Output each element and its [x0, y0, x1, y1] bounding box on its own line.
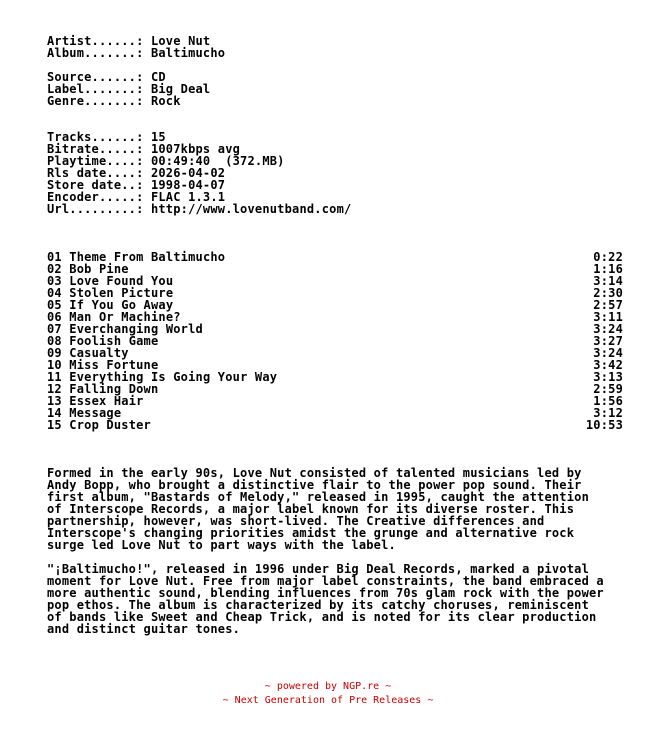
track-title: Love Found You [69, 274, 174, 288]
track-title: Everything Is Going Your Way [69, 370, 278, 384]
track-number: 01 [47, 250, 62, 264]
info-key: Artist......: [47, 34, 151, 48]
info-key: Url.........: [47, 202, 151, 216]
info-value: CD [150, 70, 166, 84]
track-title: Falling Down [69, 382, 159, 396]
track-number: 13 [47, 394, 62, 408]
track-title: Stolen Picture [69, 286, 174, 300]
info-key: Album.......: [47, 46, 151, 60]
description-line: moment for Love Nut. Free from major label constraints, the band embraced a [47, 574, 604, 588]
description-line: Interscope's changing priorities amidst the grunge and alternative rock [47, 526, 575, 540]
track-duration: 3:42 [593, 358, 623, 372]
info-key: Encoder.....: [47, 190, 151, 204]
info-row [47, 203, 656, 215]
track-row [47, 335, 623, 347]
description-line: partnership, however, was short-lived. The Creative differences and [47, 514, 545, 528]
track-title: Crop Duster [69, 418, 151, 432]
track-duration: 3:12 [593, 406, 623, 420]
tracklist [47, 251, 656, 431]
track-title: Message [69, 406, 122, 420]
description-line: pop ethos. The album is characterized by its catchy choruses, reminiscent [47, 598, 589, 612]
track-number: 12 [47, 382, 62, 396]
track-duration: 0:22 [593, 250, 623, 264]
track-duration: 3:14 [593, 274, 623, 288]
info-value: FLAC 1.3.1 [150, 190, 226, 204]
info-value: 1998-04-07 [150, 178, 226, 192]
description-paragraph-2 [47, 563, 656, 635]
track-row [47, 419, 623, 431]
info-value: 2026-04-02 [150, 166, 226, 180]
track-duration: 3:24 [593, 346, 623, 360]
footer-tagline: ~ Next Generation of Pre Releases ~ [222, 695, 434, 706]
info-row [47, 47, 656, 59]
info-key: Source......: [47, 70, 151, 84]
description-line: first album, "Bastards of Melody," released in 1995, caught the attention [47, 490, 589, 504]
nfo-document [47, 35, 656, 635]
track-number: 14 [47, 406, 62, 420]
info-key: Playtime....: [47, 154, 151, 168]
track-number: 03 [47, 274, 62, 288]
info-value: 00:49:40 (372.MB) [150, 154, 285, 168]
track-title: Man Or Machine? [69, 310, 181, 324]
track-duration: 1:16 [593, 262, 623, 276]
info-value: Big Deal [150, 82, 211, 96]
track-duration: 3:11 [593, 310, 623, 324]
track-number: 10 [47, 358, 62, 372]
track-duration: 3:13 [593, 370, 623, 384]
track-number: 04 [47, 286, 62, 300]
track-number: 15 [47, 418, 62, 432]
description-line: Andy Bopp, who brought a distinctive flair to the power pop sound. Their [47, 478, 582, 492]
track-title: Everchanging World [69, 322, 203, 336]
track-number: 05 [47, 298, 62, 312]
track-number: 09 [47, 346, 62, 360]
track-title: Bob Pine [69, 262, 129, 276]
release-info [47, 35, 656, 215]
description-line: "¡Baltimucho!", released in 1996 under Big Deal Records, marked a pivotal [47, 562, 589, 576]
track-duration: 3:27 [593, 334, 623, 348]
footer-powered-by: ~ powered by NGP.re ~ [264, 681, 392, 692]
track-duration: 2:59 [593, 382, 623, 396]
info-value: http://www.lovenutband.com/ [150, 202, 352, 216]
info-value: 15 [150, 130, 166, 144]
track-title: Miss Fortune [69, 358, 159, 372]
track-title: Casualty [69, 346, 129, 360]
info-value: 1007kbps avg [150, 142, 241, 156]
footer [0, 680, 656, 708]
track-number: 08 [47, 334, 62, 348]
track-duration: 2:30 [593, 286, 623, 300]
description-paragraph-1 [47, 467, 656, 551]
description-line: and distinct guitar tones. [47, 622, 241, 636]
track-number: 07 [47, 322, 62, 336]
track-title: Foolish Game [69, 334, 159, 348]
info-key: Store date..: [47, 178, 151, 192]
track-number: 06 [47, 310, 62, 324]
info-key: Tracks......: [47, 130, 151, 144]
info-key: Rls date....: [47, 166, 151, 180]
info-key: Genre.......: [47, 94, 151, 108]
track-row [47, 395, 623, 407]
track-number: 02 [47, 262, 62, 276]
blank-line [47, 107, 656, 119]
track-duration: 10:53 [585, 418, 623, 432]
track-title: If You Go Away [69, 298, 174, 312]
track-duration: 3:24 [593, 322, 623, 336]
description-line: of Interscope Records, a major label known for its diverse roster. This [47, 502, 575, 516]
track-duration: 2:57 [593, 298, 623, 312]
info-row [47, 95, 656, 107]
description-line: more authentic sound, blending influences from 70s glam rock with the power [47, 586, 604, 600]
track-duration: 1:56 [593, 394, 623, 408]
info-key: Bitrate.....: [47, 142, 151, 156]
track-title: Essex Hair [69, 394, 144, 408]
description-line: of bands like Sweet and Cheap Trick, and is noted for its clear production [47, 610, 597, 624]
info-value: Baltimucho [150, 46, 226, 60]
track-row [47, 251, 623, 263]
track-number: 11 [47, 370, 62, 384]
info-value: Rock [150, 94, 181, 108]
info-value: Love Nut [150, 34, 211, 48]
description-line: Formed in the early 90s, Love Nut consisted of talented musicians led by [47, 466, 582, 480]
track-title: Theme From Baltimucho [69, 250, 226, 264]
description-line: surge led Love Nut to part ways with the label. [47, 538, 396, 552]
info-key: Label.......: [47, 82, 151, 96]
